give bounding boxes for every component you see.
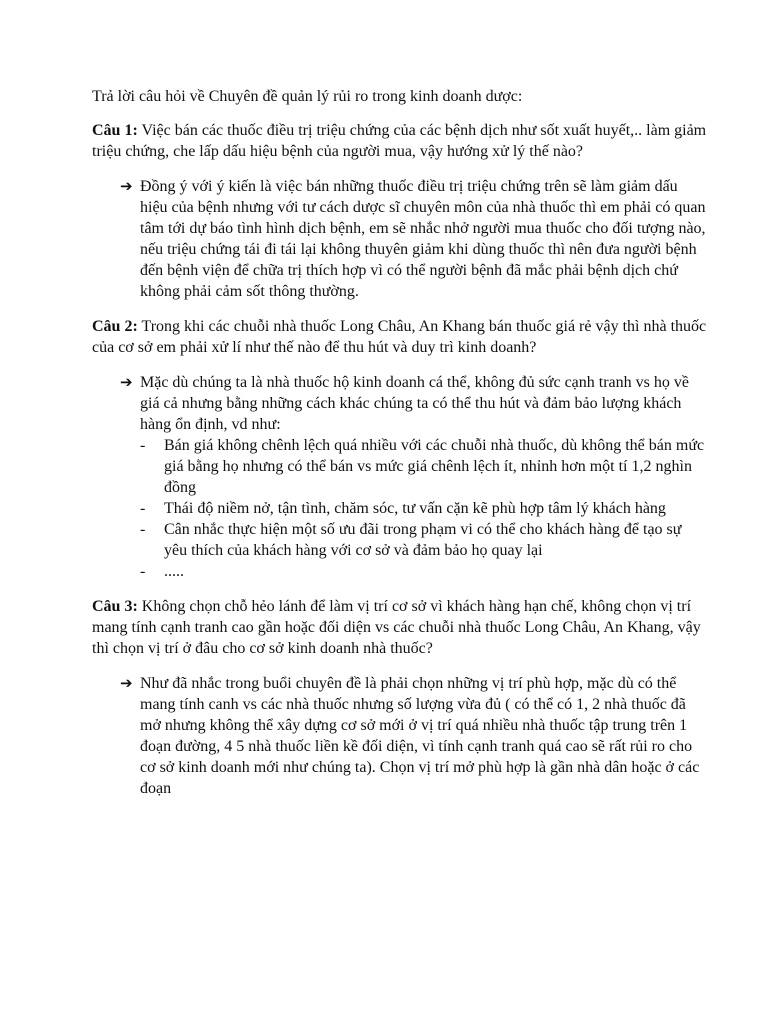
question-3-label: Câu 3: xyxy=(92,598,138,615)
dash-bullet: - xyxy=(140,437,146,454)
question-3 xyxy=(92,596,708,659)
question-3-text: Không chọn chỗ hẻo lánh để làm vị trí cơ sở vì khách hàng hạn chế, không chọn vị trí mang tính cạnh tranh cao gần hoặc đối diện vs các chuỗi nhà thuốc Long Châu, An Khang, vậy thì chọn vị trí ở đâu cho cơ sở kinh doanh nhà thuốc? xyxy=(92,598,701,657)
list-item xyxy=(140,561,708,582)
arrow-icon: ➔ xyxy=(120,674,133,692)
document-intro: Trả lời câu hỏi về Chuyên đề quản lý rủi ro trong kinh doanh dược: xyxy=(92,88,523,105)
list-item-text: ..... xyxy=(164,563,184,580)
answer-3 xyxy=(92,673,708,799)
list-item xyxy=(140,519,708,561)
answer-3-text: Như đã nhắc trong buổi chuyên đề là phải chọn những vị trí phù hợp, mặc dù có thể mang tính canh vs các nhà thuốc nhưng số lượng vừa đủ ( có thể có 1, 2 nhà thuốc đã mở nhưng không thể xây dựng cơ sở mới ở vị trí quá nhiều nhà thuốc tập trung trên 1 đoạn đường, 4 5 nhà thuốc liền kề đối diện, vì tính cạnh tranh quá cao sẽ rất rủi ro cho cơ sở kinh doanh mới như chúng ta). Chọn vị trí mở phù hợp là gần nhà dân hoặc ở các đoạn xyxy=(140,675,700,797)
question-1-label: Câu 1: xyxy=(92,122,138,139)
answer-1-text: Đồng ý với ý kiến là việc bán những thuốc điều trị triệu chứng trên sẽ làm giảm dấu hiệu của bệnh nhưng với tư cách dược sĩ chuyên môn của nhà thuốc thì em phải có quan tâm tới dự báo tình hình dịch bệnh, em sẽ nhắc nhở người mua thuốc cho đối tượng nào, nếu triệu chứng tái đi tái lại không thuyên giảm khi dùng thuốc thì nên đưa người bệnh đến bệnh viện để chữa trị thích hợp vì có thể người bệnh đã mắc phải bệnh dịch chứ không phải cảm sốt thông thường. xyxy=(140,178,706,300)
dash-bullet: - xyxy=(140,563,146,580)
answer-1 xyxy=(92,176,708,302)
list-item xyxy=(140,435,708,498)
dash-bullet: - xyxy=(140,500,146,517)
list-item-text: Cân nhắc thực hiện một số ưu đãi trong phạm vi có thể cho khách hàng để tạo sự yêu thích của khách hàng với cơ sở và đảm bảo họ quay lại xyxy=(164,521,682,559)
list-item-text: Thái độ niềm nở, tận tình, chăm sóc, tư vấn cặn kẽ phù hợp tâm lý khách hàng xyxy=(164,500,666,517)
question-2-text: Trong khi các chuỗi nhà thuốc Long Châu, An Khang bán thuốc giá rẻ vậy thì nhà thuốc của cơ sở em phải xử lí như thế nào để thu hút và duy trì kinh doanh? xyxy=(92,318,707,356)
question-2 xyxy=(92,316,708,358)
list-item-text: Bán giá không chênh lệch quá nhiều với các chuỗi nhà thuốc, dù không thể bán mức giá bằng họ nhưng có thể bán vs mức giá chênh lệch ít, nhỉnh hơn một tí 1,2 nghìn đồng xyxy=(164,437,705,496)
arrow-icon: ➔ xyxy=(120,373,133,391)
answer-2 xyxy=(92,372,708,582)
dash-bullet: - xyxy=(140,521,146,538)
question-2-label: Câu 2: xyxy=(92,318,138,335)
arrow-icon: ➔ xyxy=(120,177,133,195)
question-1-text: Việc bán các thuốc điều trị triệu chứng của các bệnh dịch như sốt xuất huyết,.. làm giảm triệu chứng, che lấp dấu hiệu bệnh của người mua, vậy hướng xử lý thế nào? xyxy=(92,122,707,160)
answer-2-bullet-list xyxy=(140,435,708,582)
question-1 xyxy=(92,120,708,162)
answer-2-text: Mặc dù chúng ta là nhà thuốc hộ kinh doanh cá thể, không đủ sức cạnh tranh vs họ về giá cả nhưng bằng những cách khác chúng ta có thể thu hút và đảm bảo lượng khách hàng ổn định, vd như: xyxy=(140,374,689,433)
list-item xyxy=(140,498,708,519)
